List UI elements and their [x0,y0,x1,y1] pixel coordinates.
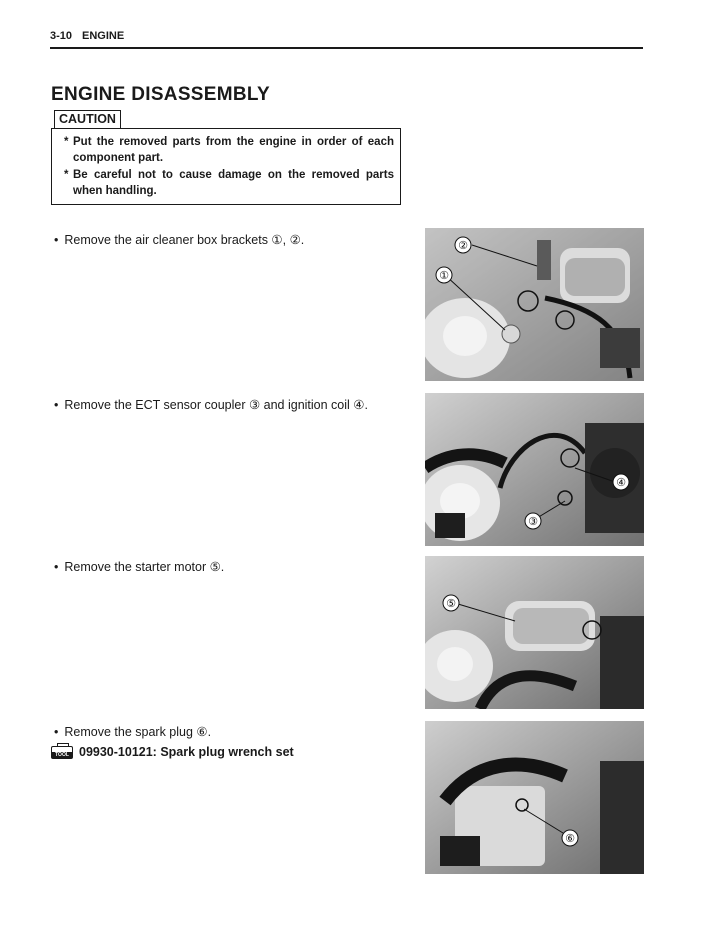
page-header [50,30,643,48]
step-text: Remove the starter motor ⑤. [64,560,225,574]
step-text: Remove the ECT sensor coupler ③ and ignition coil ④. [64,398,368,412]
tool-text: 09930-10121: Spark plug wrench set [79,745,294,759]
caution-box [51,128,401,205]
bullet-icon: • [54,725,59,739]
step-2 [54,397,368,412]
bullet-icon: • [54,560,59,574]
step-3 [54,559,224,574]
section-name: ENGINE [82,30,125,42]
step-text: Remove the spark plug ⑥. [64,725,212,739]
callout-6: ⑥ [565,832,575,845]
callout-1: ① [439,269,449,282]
bullet-icon: • [54,233,59,247]
callout-3: ③ [528,515,538,528]
photo-starter-motor [425,556,644,709]
tool-icon-label: TOOL [52,752,72,758]
page-number: 3-10 [50,30,73,42]
photo-air-cleaner-brackets [425,228,644,381]
caution-item-text: Put the removed parts from the engine in order of each component part. [73,136,394,164]
caution-item [64,167,394,199]
asterisk-icon: * [64,136,69,148]
callout-2: ② [458,239,468,252]
bullet-icon: • [54,398,59,412]
header-rule [50,47,643,49]
caution-item-text: Be careful not to cause damage on the removed parts when handling. [73,169,394,197]
callout-4: ④ [616,476,626,489]
step-4 [54,724,211,739]
toolbox-icon [51,746,73,759]
step-text: Remove the air cleaner box brackets ①, ②. [64,233,305,247]
caution-label: CAUTION [54,110,121,129]
asterisk-icon: * [64,169,69,181]
step-1 [54,232,304,247]
photo-ect-coupler-ignition-coil [425,393,644,546]
photo-spark-plug [425,721,644,874]
page-title: ENGINE DISASSEMBLY [51,84,271,105]
caution-item [64,134,394,166]
callout-5: ⑤ [446,597,456,610]
